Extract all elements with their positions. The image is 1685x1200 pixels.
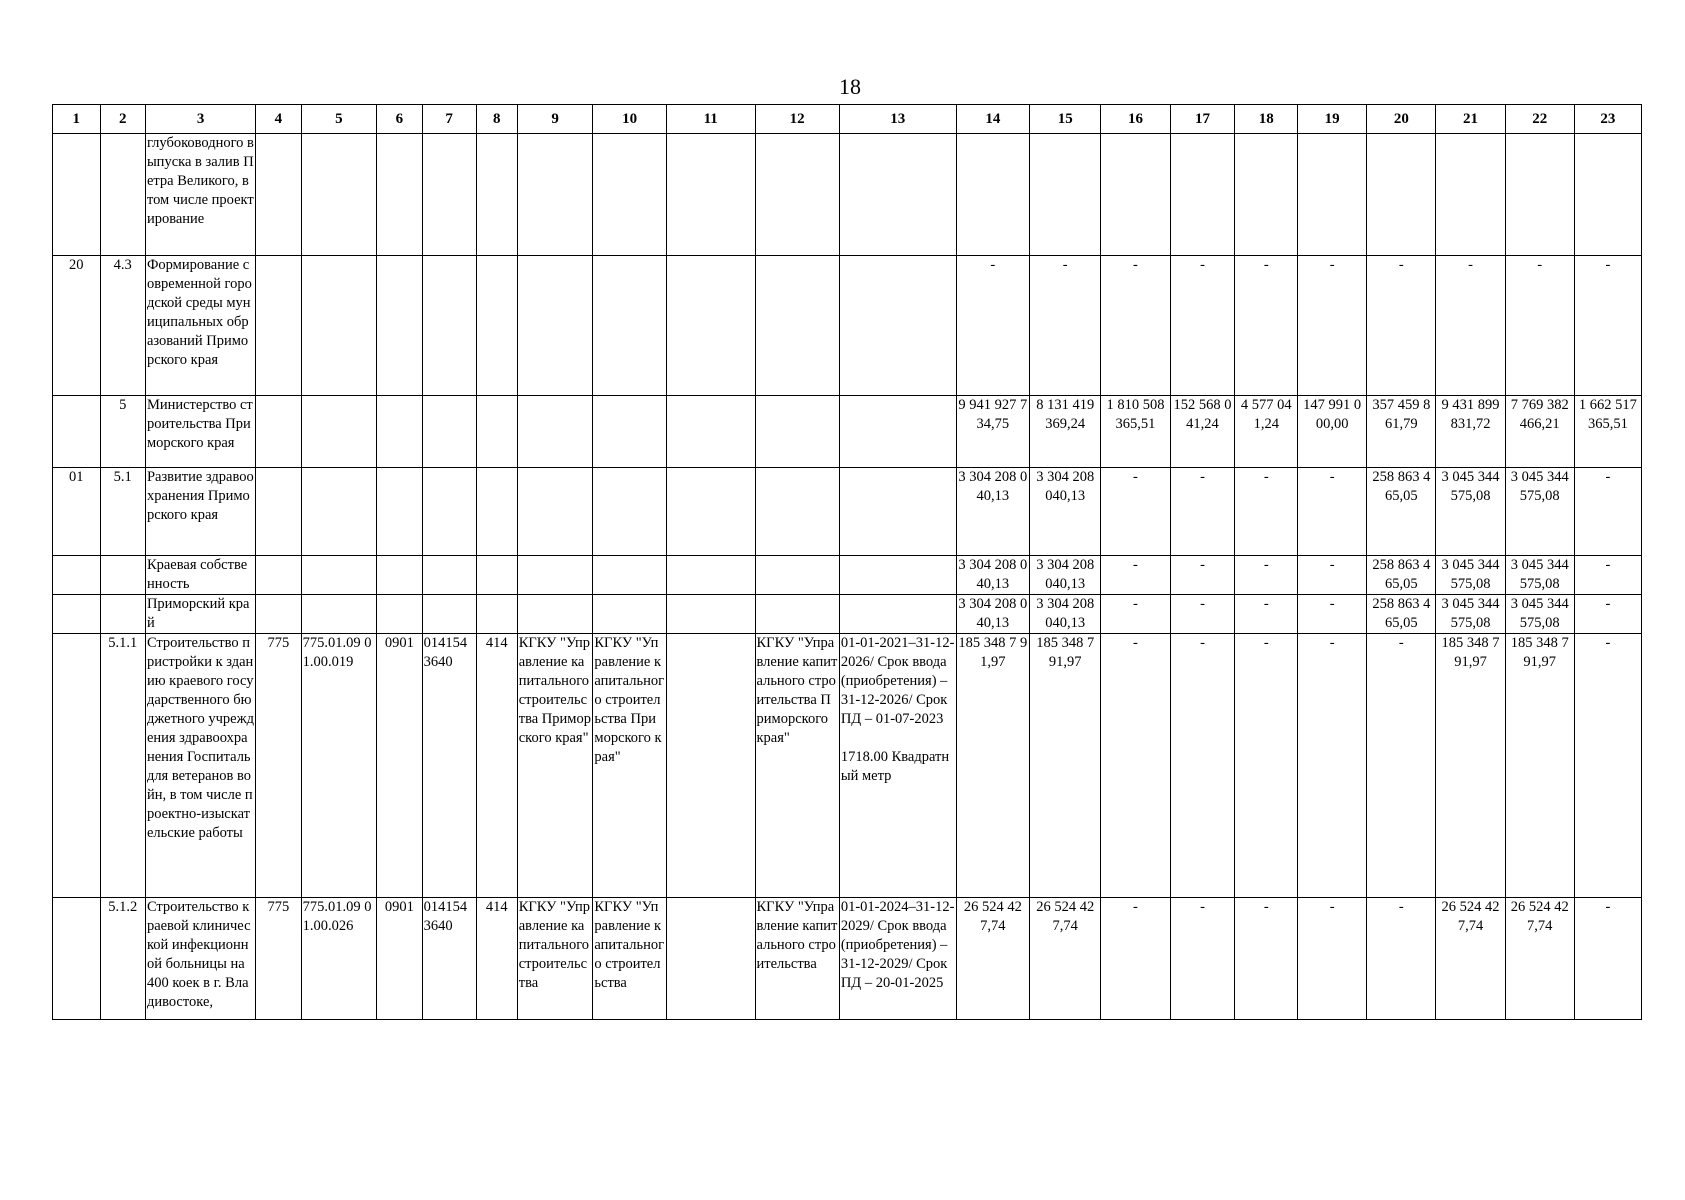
table-cell: 775 [256, 634, 301, 898]
table-cell [666, 898, 755, 1020]
table-cell: 01 [53, 468, 101, 556]
table-cell: 3 045 344 575,08 [1436, 595, 1505, 634]
table-cell: - [1235, 556, 1298, 595]
table-cell: 3 045 344 575,08 [1505, 468, 1574, 556]
table-cell: 26 524 42 7,74 [1030, 898, 1101, 1020]
table-cell: - [1030, 256, 1101, 396]
table-cell [517, 256, 593, 396]
table-cell [256, 556, 301, 595]
table-cell [377, 556, 422, 595]
table-cell [1298, 134, 1367, 256]
header-row [53, 105, 1642, 134]
table-cell: - [1101, 256, 1170, 396]
table-cell: - [1101, 556, 1170, 595]
header-cell: 11 [666, 105, 755, 134]
table-cell: 775.01.09 01.00.019 [301, 634, 377, 898]
table-cell [839, 595, 956, 634]
table-cell: 414 [476, 634, 517, 898]
table-cell: - [1170, 256, 1235, 396]
header-cell: 8 [476, 105, 517, 134]
table-cell: 20 [53, 256, 101, 396]
table-cell [956, 134, 1030, 256]
table-cell [1030, 134, 1101, 256]
table-cell: - [1170, 898, 1235, 1020]
table-cell: 258 863 4 65,05 [1367, 468, 1436, 556]
header-cell: 21 [1436, 105, 1505, 134]
table-cell [256, 396, 301, 468]
table-cell: 7 769 382 466,21 [1505, 396, 1574, 468]
table-cell: Строительство краевой клинической инфекционной больницы на 400 коек в г. Владивостоке, [145, 898, 255, 1020]
table-cell [422, 396, 476, 468]
table-cell: - [1101, 468, 1170, 556]
header-cell: 14 [956, 105, 1030, 134]
table-cell: 775.01.09 01.00.026 [301, 898, 377, 1020]
table-cell: 152 568 041,24 [1170, 396, 1235, 468]
table-cell: 147 991 0 00,00 [1298, 396, 1367, 468]
table-cell: 357 459 8 61,79 [1367, 396, 1436, 468]
table-cell: 0901 [377, 634, 422, 898]
table-cell [593, 256, 667, 396]
table-cell: - [1574, 256, 1641, 396]
header-cell: 3 [145, 105, 255, 134]
table-cell [755, 396, 839, 468]
table-cell [100, 134, 145, 256]
table-cell [517, 468, 593, 556]
table-cell: - [1235, 898, 1298, 1020]
table-cell [256, 595, 301, 634]
table-cell: 26 524 42 7,74 [956, 898, 1030, 1020]
header-cell: 15 [1030, 105, 1101, 134]
header-cell: 4 [256, 105, 301, 134]
table-cell [422, 595, 476, 634]
table-cell: 01-01-2024–31-12-2029/ Срок ввода (приобретения) – 31-12-2029/ Срок ПД – 20-01-2025 [839, 898, 956, 1020]
table-cell: 01-01-2021–31-12-2026/ Срок ввода (приобретения) – 31-12-2026/ Срок ПД – 01-07-2023 1718.00 Квадратный метр [839, 634, 956, 898]
table-cell: - [1235, 256, 1298, 396]
table-cell: КГКУ "Управление капитального строительства [593, 898, 667, 1020]
table-cell [593, 468, 667, 556]
table-cell: - [1574, 556, 1641, 595]
table-cell: - [1574, 898, 1641, 1020]
header-cell: 13 [839, 105, 956, 134]
table-cell: 3 304 208 040,13 [1030, 468, 1101, 556]
table-cell: - [1367, 256, 1436, 396]
table-cell: - [1235, 634, 1298, 898]
table-cell: - [1367, 898, 1436, 1020]
header-cell: 22 [1505, 105, 1574, 134]
table-cell [377, 256, 422, 396]
table-cell: - [1298, 468, 1367, 556]
table-cell: 3 045 344 575,08 [1436, 556, 1505, 595]
table-cell: 1 662 517 365,51 [1574, 396, 1641, 468]
table-cell [1235, 134, 1298, 256]
table-cell [53, 595, 101, 634]
table-cell: КГКУ "Управление капитального строительства Приморского края" [593, 634, 667, 898]
table-cell [53, 134, 101, 256]
table-cell: КГКУ "Управление капитального строительства [517, 898, 593, 1020]
table-row [53, 134, 1642, 256]
header-cell: 1 [53, 105, 101, 134]
table-cell [422, 256, 476, 396]
table-cell [839, 468, 956, 556]
table-cell: Строительство пристройки к зданию краевого государственного бюджетного учреждения здравоохранения Госпиталь для ветеранов войн, в том числе проектно-изыскательские работы [145, 634, 255, 898]
table-cell [1367, 134, 1436, 256]
table-cell: 3 045 344 575,08 [1436, 468, 1505, 556]
table-cell [517, 134, 593, 256]
table-cell [476, 595, 517, 634]
table-row [53, 556, 1642, 595]
table-cell [593, 595, 667, 634]
table-cell: 185 348 7 91,97 [956, 634, 1030, 898]
table-cell: 3 304 208 040,13 [1030, 595, 1101, 634]
header-cell: 2 [100, 105, 145, 134]
table-cell [301, 396, 377, 468]
table-cell: 1 810 508 365,51 [1101, 396, 1170, 468]
table-cell [755, 468, 839, 556]
table-cell [301, 595, 377, 634]
table-cell: - [1170, 556, 1235, 595]
table-cell [666, 256, 755, 396]
table-cell [666, 634, 755, 898]
table-cell: - [1298, 556, 1367, 595]
table-cell [476, 396, 517, 468]
table-cell: 4.3 [100, 256, 145, 396]
header-cell: 6 [377, 105, 422, 134]
table-cell [1101, 134, 1170, 256]
header-cell: 12 [755, 105, 839, 134]
table-cell [422, 556, 476, 595]
table-cell [666, 556, 755, 595]
table-cell: КГКУ "Управление капитального строительства Приморского края" [517, 634, 593, 898]
table-cell: 014154 3640 [422, 634, 476, 898]
table-cell [666, 134, 755, 256]
table-cell: - [1101, 634, 1170, 898]
table-cell: 3 304 208 040,13 [1030, 556, 1101, 595]
table-row [53, 396, 1642, 468]
table-cell [755, 134, 839, 256]
table-cell [422, 468, 476, 556]
table-cell: 3 304 208 040,13 [956, 468, 1030, 556]
table-cell: КГКУ "Управление капитального строительства Приморского края" [755, 634, 839, 898]
table-cell: глубоководного выпуска в залив Петра Великого, в том числе проектирование [145, 134, 255, 256]
table-cell: - [1298, 634, 1367, 898]
table-cell [755, 556, 839, 595]
table-cell: - [1298, 898, 1367, 1020]
header-cell: 9 [517, 105, 593, 134]
table-cell: 3 045 344 575,08 [1505, 556, 1574, 595]
table-cell [517, 595, 593, 634]
table-cell [593, 556, 667, 595]
table-cell [476, 556, 517, 595]
table-cell [422, 134, 476, 256]
table-cell: - [1235, 595, 1298, 634]
table-cell: 258 863 4 65,05 [1367, 595, 1436, 634]
header-cell: 16 [1101, 105, 1170, 134]
table-cell: Министерство строительства Приморского края [145, 396, 255, 468]
table-cell [53, 634, 101, 898]
table-cell [839, 556, 956, 595]
table-cell: 5.1 [100, 468, 145, 556]
table-cell: 3 304 208 040,13 [956, 595, 1030, 634]
table-cell: - [1101, 595, 1170, 634]
table-cell [301, 256, 377, 396]
table-cell: 185 348 7 91,97 [1030, 634, 1101, 898]
table-cell [53, 396, 101, 468]
table-cell: - [1235, 468, 1298, 556]
table-cell: - [1574, 595, 1641, 634]
table-cell [666, 396, 755, 468]
table-cell: 775 [256, 898, 301, 1020]
table-cell: 26 524 42 7,74 [1436, 898, 1505, 1020]
table-cell [755, 595, 839, 634]
table-cell: 185 348 7 91,97 [1436, 634, 1505, 898]
table-cell: - [1101, 898, 1170, 1020]
table-cell: 185 348 7 91,97 [1505, 634, 1574, 898]
table-cell: Приморский край [145, 595, 255, 634]
table-cell: 5.1.2 [100, 898, 145, 1020]
header-cell: 20 [1367, 105, 1436, 134]
table-cell [1505, 134, 1574, 256]
table-cell: 014154 3640 [422, 898, 476, 1020]
table-cell [256, 134, 301, 256]
table-cell: - [1298, 256, 1367, 396]
table-cell: 3 304 208 040,13 [956, 556, 1030, 595]
table-cell: 258 863 4 65,05 [1367, 556, 1436, 595]
table-cell [1436, 134, 1505, 256]
table-cell [517, 396, 593, 468]
table-cell: КГКУ "Управление капитального строительства [755, 898, 839, 1020]
header-cell: 10 [593, 105, 667, 134]
table-cell: 26 524 42 7,74 [1505, 898, 1574, 1020]
table-cell: - [1367, 634, 1436, 898]
table-cell [301, 134, 377, 256]
table-cell [377, 468, 422, 556]
table-cell [100, 595, 145, 634]
budget-table [52, 104, 1642, 1020]
header-cell: 5 [301, 105, 377, 134]
table-cell [377, 595, 422, 634]
table-cell: 5 [100, 396, 145, 468]
table-cell [593, 134, 667, 256]
table-row [53, 595, 1642, 634]
table-cell [755, 256, 839, 396]
header-cell: 17 [1170, 105, 1235, 134]
table-cell [476, 256, 517, 396]
table-cell: Развитие здравоохранения Приморского края [145, 468, 255, 556]
table-cell: 9 431 899 831,72 [1436, 396, 1505, 468]
table-cell: 3 045 344 575,08 [1505, 595, 1574, 634]
table-cell: - [1574, 634, 1641, 898]
table-cell: 8 131 419 369,24 [1030, 396, 1101, 468]
table-cell [593, 396, 667, 468]
table-cell: - [1574, 468, 1641, 556]
table-cell: 5.1.1 [100, 634, 145, 898]
table-cell [666, 595, 755, 634]
table-cell [53, 556, 101, 595]
table-cell [666, 468, 755, 556]
table-cell [476, 134, 517, 256]
table-row [53, 256, 1642, 396]
table-cell: Формирование современной городской среды муниципальных образований Приморского края [145, 256, 255, 396]
header-cell: 18 [1235, 105, 1298, 134]
table-cell: - [1298, 595, 1367, 634]
table-cell [839, 396, 956, 468]
page-number: 18 [839, 74, 861, 99]
table-cell: - [956, 256, 1030, 396]
table-cell [301, 556, 377, 595]
table-cell [377, 134, 422, 256]
header-cell: 23 [1574, 105, 1641, 134]
table-row [53, 898, 1642, 1020]
table-cell: - [1505, 256, 1574, 396]
table-cell: - [1170, 634, 1235, 898]
table-row [53, 468, 1642, 556]
table-cell [53, 898, 101, 1020]
table-cell [301, 468, 377, 556]
table-cell [517, 556, 593, 595]
table-cell: - [1170, 468, 1235, 556]
table-cell [256, 256, 301, 396]
table-cell [377, 396, 422, 468]
table-cell: 0901 [377, 898, 422, 1020]
table-cell: 414 [476, 898, 517, 1020]
header-cell: 7 [422, 105, 476, 134]
table-cell: 9 941 927 734,75 [956, 396, 1030, 468]
header-cell: 19 [1298, 105, 1367, 134]
table-cell [100, 556, 145, 595]
table-cell: 4 577 04 1,24 [1235, 396, 1298, 468]
table-cell [839, 134, 956, 256]
table-cell: - [1436, 256, 1505, 396]
table-cell [839, 256, 956, 396]
table-cell [1170, 134, 1235, 256]
table-cell [256, 468, 301, 556]
table-row [53, 634, 1642, 898]
table-cell: - [1170, 595, 1235, 634]
table-cell: Краевая собственность [145, 556, 255, 595]
table-cell [476, 468, 517, 556]
table-cell [1574, 134, 1641, 256]
